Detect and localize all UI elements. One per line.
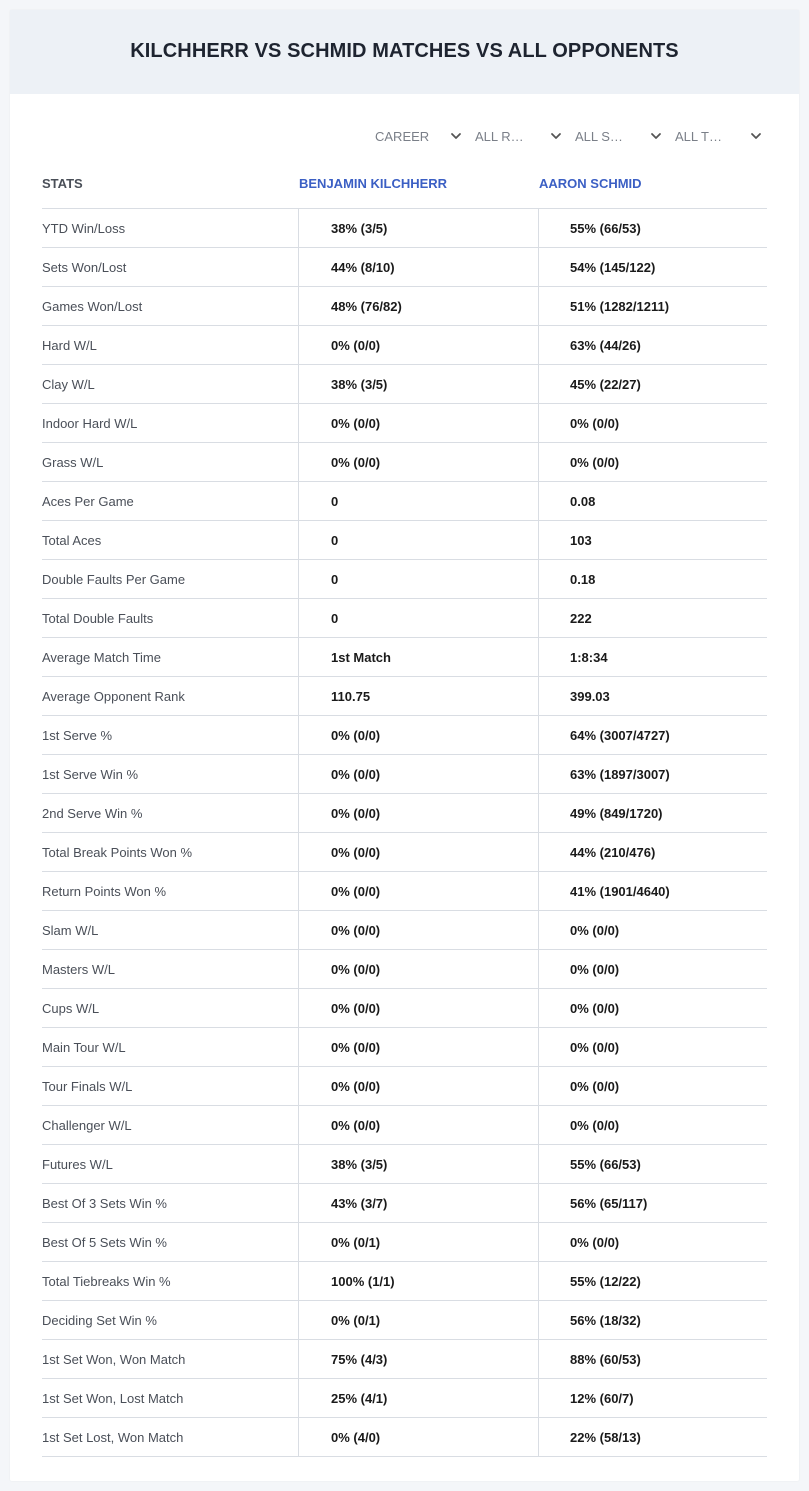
player-2-value: 0% (0/0)	[538, 989, 767, 1027]
stat-label: Hard W/L	[42, 337, 97, 353]
table-row	[42, 1184, 767, 1223]
player-1-value: 0% (0/0)	[298, 716, 538, 754]
player-1-value: 0% (0/0)	[298, 911, 538, 949]
player-2-value: 103	[538, 521, 767, 559]
player-2-value: 56% (18/32)	[538, 1301, 767, 1339]
stat-label: Total Aces	[42, 532, 102, 548]
chevron-down-icon	[749, 129, 763, 143]
player-1-value: 0% (0/0)	[298, 443, 538, 481]
table-row	[42, 755, 767, 794]
player-2-value: 0% (0/0)	[538, 911, 767, 949]
stat-label: Total Break Points Won %	[42, 844, 193, 860]
player-1-value: 0% (0/1)	[298, 1223, 538, 1261]
stat-label: Sets Won/Lost	[42, 259, 127, 275]
stats-card	[10, 10, 799, 1481]
player-2-value: 0% (0/0)	[538, 1067, 767, 1105]
page-title: KILCHHERR VS SCHMID MATCHES VS ALL OPPONENTS	[130, 39, 679, 62]
table-row	[42, 833, 767, 872]
player-2-value: 0% (0/0)	[538, 950, 767, 988]
player-2-value: 45% (22/27)	[538, 365, 767, 403]
table-row	[42, 599, 767, 638]
table-row	[42, 521, 767, 560]
stat-label: Aces Per Game	[42, 493, 134, 509]
table-body	[42, 209, 767, 1457]
player-1-value: 44% (8/10)	[298, 248, 538, 286]
stat-label: Deciding Set Win %	[42, 1312, 157, 1328]
filter-label: CAREER	[375, 128, 430, 144]
player-2-value: 0% (0/0)	[538, 404, 767, 442]
stat-label: Average Opponent Rank	[42, 688, 185, 704]
table-row	[42, 950, 767, 989]
column-header-player-2[interactable]: AARON SCHMID	[539, 175, 642, 191]
header	[10, 10, 799, 94]
player-1-value: 75% (4/3)	[298, 1340, 538, 1378]
table-row	[42, 638, 767, 677]
player-1-value: 0% (0/0)	[298, 794, 538, 832]
chevron-down-icon	[649, 129, 663, 143]
table-row	[42, 716, 767, 755]
player-1-value: 0	[298, 560, 538, 598]
player-2-value: 0% (0/0)	[538, 1028, 767, 1066]
stat-label: 1st Set Lost, Won Match	[42, 1429, 184, 1445]
table-header	[42, 158, 767, 209]
stat-label: Masters W/L	[42, 961, 115, 977]
player-1-value: 0	[298, 521, 538, 559]
table-row	[42, 443, 767, 482]
filter-label: ALL S…	[575, 128, 623, 144]
player-1-value: 0% (0/0)	[298, 1028, 538, 1066]
table-row	[42, 365, 767, 404]
player-2-value: 56% (65/117)	[538, 1184, 767, 1222]
stat-label: 1st Set Won, Won Match	[42, 1351, 186, 1367]
stat-label: Tour Finals W/L	[42, 1078, 133, 1094]
stat-label: Indoor Hard W/L	[42, 415, 138, 431]
table-row	[42, 1028, 767, 1067]
player-1-value: 43% (3/7)	[298, 1184, 538, 1222]
player-1-value: 38% (3/5)	[298, 365, 538, 403]
table-row	[42, 248, 767, 287]
player-1-value: 0% (0/0)	[298, 755, 538, 793]
table-row	[42, 287, 767, 326]
table-row	[42, 872, 767, 911]
player-2-value: 0% (0/0)	[538, 1106, 767, 1144]
player-2-value: 55% (66/53)	[538, 209, 767, 247]
table-row	[42, 1145, 767, 1184]
player-1-value: 0% (0/0)	[298, 1106, 538, 1144]
player-1-value: 1st Match	[298, 638, 538, 676]
player-2-value: 41% (1901/4640)	[538, 872, 767, 910]
player-2-value: 64% (3007/4727)	[538, 716, 767, 754]
table-row	[42, 326, 767, 365]
player-2-value: 399.03	[538, 677, 767, 715]
stat-label: Total Double Faults	[42, 610, 154, 626]
player-1-value: 100% (1/1)	[298, 1262, 538, 1300]
table-row	[42, 1418, 767, 1457]
player-2-value: 22% (58/13)	[538, 1418, 767, 1456]
filter-period-select[interactable]	[365, 126, 465, 146]
player-1-value: 0	[298, 599, 538, 637]
stat-label: 1st Serve Win %	[42, 766, 139, 782]
player-1-value: 0% (0/1)	[298, 1301, 538, 1339]
player-1-value: 38% (3/5)	[298, 209, 538, 247]
player-2-value: 44% (210/476)	[538, 833, 767, 871]
table-row	[42, 1106, 767, 1145]
player-2-value: 12% (60/7)	[538, 1379, 767, 1417]
stat-label: 1st Set Won, Lost Match	[42, 1390, 184, 1406]
table-row	[42, 989, 767, 1028]
table-row	[42, 911, 767, 950]
player-1-value: 0% (4/0)	[298, 1418, 538, 1456]
stat-label: Grass W/L	[42, 454, 104, 470]
player-2-value: 63% (44/26)	[538, 326, 767, 364]
stat-label: Clay W/L	[42, 376, 95, 392]
table-row	[42, 1340, 767, 1379]
player-1-value: 0% (0/0)	[298, 989, 538, 1027]
stat-label: Cups W/L	[42, 1000, 100, 1016]
player-2-value: 49% (849/1720)	[538, 794, 767, 832]
table-row	[42, 482, 767, 521]
column-header-stats: STATS	[42, 175, 83, 191]
column-header-player-1[interactable]: BENJAMIN KILCHHERR	[299, 175, 448, 191]
player-1-value: 110.75	[298, 677, 538, 715]
stat-label: 1st Serve %	[42, 727, 113, 743]
stat-label: Slam W/L	[42, 922, 99, 938]
player-2-value: 222	[538, 599, 767, 637]
player-2-value: 0% (0/0)	[538, 443, 767, 481]
stat-label: Best Of 5 Sets Win %	[42, 1234, 167, 1250]
player-1-value: 0% (0/0)	[298, 1067, 538, 1105]
chevron-down-icon	[549, 129, 563, 143]
stat-label: Return Points Won %	[42, 883, 167, 899]
filter-tournament-select[interactable]	[665, 126, 765, 146]
stats-table	[42, 158, 767, 1457]
stat-label: Average Match Time	[42, 649, 161, 665]
player-2-value: 0.08	[538, 482, 767, 520]
stat-label: Futures W/L	[42, 1156, 113, 1172]
table-row	[42, 1223, 767, 1262]
player-1-value: 48% (76/82)	[298, 287, 538, 325]
filter-round-select[interactable]	[465, 126, 565, 146]
player-1-value: 0% (0/0)	[298, 326, 538, 364]
stat-label: Best Of 3 Sets Win %	[42, 1195, 167, 1211]
table-row	[42, 560, 767, 599]
player-2-value: 63% (1897/3007)	[538, 755, 767, 793]
player-1-value: 25% (4/1)	[298, 1379, 538, 1417]
table-row	[42, 1301, 767, 1340]
player-2-value: 54% (145/122)	[538, 248, 767, 286]
table-row	[42, 677, 767, 716]
player-2-value: 1:8:34	[538, 638, 767, 676]
player-1-value: 0% (0/0)	[298, 950, 538, 988]
player-2-value: 0.18	[538, 560, 767, 598]
filter-label: ALL R…	[475, 128, 524, 144]
player-2-value: 55% (12/22)	[538, 1262, 767, 1300]
stat-label: Games Won/Lost	[42, 298, 143, 314]
filter-surface-select[interactable]	[565, 126, 665, 146]
filter-label: ALL T…	[675, 128, 722, 144]
player-2-value: 51% (1282/1211)	[538, 287, 767, 325]
player-1-value: 0% (0/0)	[298, 833, 538, 871]
stat-label: Total Tiebreaks Win %	[42, 1273, 171, 1289]
player-1-value: 0% (0/0)	[298, 872, 538, 910]
table-row	[42, 209, 767, 248]
chevron-down-icon	[449, 129, 463, 143]
stat-label: Double Faults Per Game	[42, 571, 186, 587]
player-1-value: 38% (3/5)	[298, 1145, 538, 1183]
table-row	[42, 1379, 767, 1418]
stat-label: 2nd Serve Win %	[42, 805, 143, 821]
player-1-value: 0	[298, 482, 538, 520]
filter-bar	[365, 126, 765, 146]
stat-label: Main Tour W/L	[42, 1039, 126, 1055]
table-row	[42, 1262, 767, 1301]
table-row	[42, 1067, 767, 1106]
player-1-value: 0% (0/0)	[298, 404, 538, 442]
player-2-value: 88% (60/53)	[538, 1340, 767, 1378]
player-2-value: 55% (66/53)	[538, 1145, 767, 1183]
table-row	[42, 794, 767, 833]
player-2-value: 0% (0/0)	[538, 1223, 767, 1261]
table-row	[42, 404, 767, 443]
stat-label: Challenger W/L	[42, 1117, 132, 1133]
stat-label: YTD Win/Loss	[42, 220, 126, 236]
